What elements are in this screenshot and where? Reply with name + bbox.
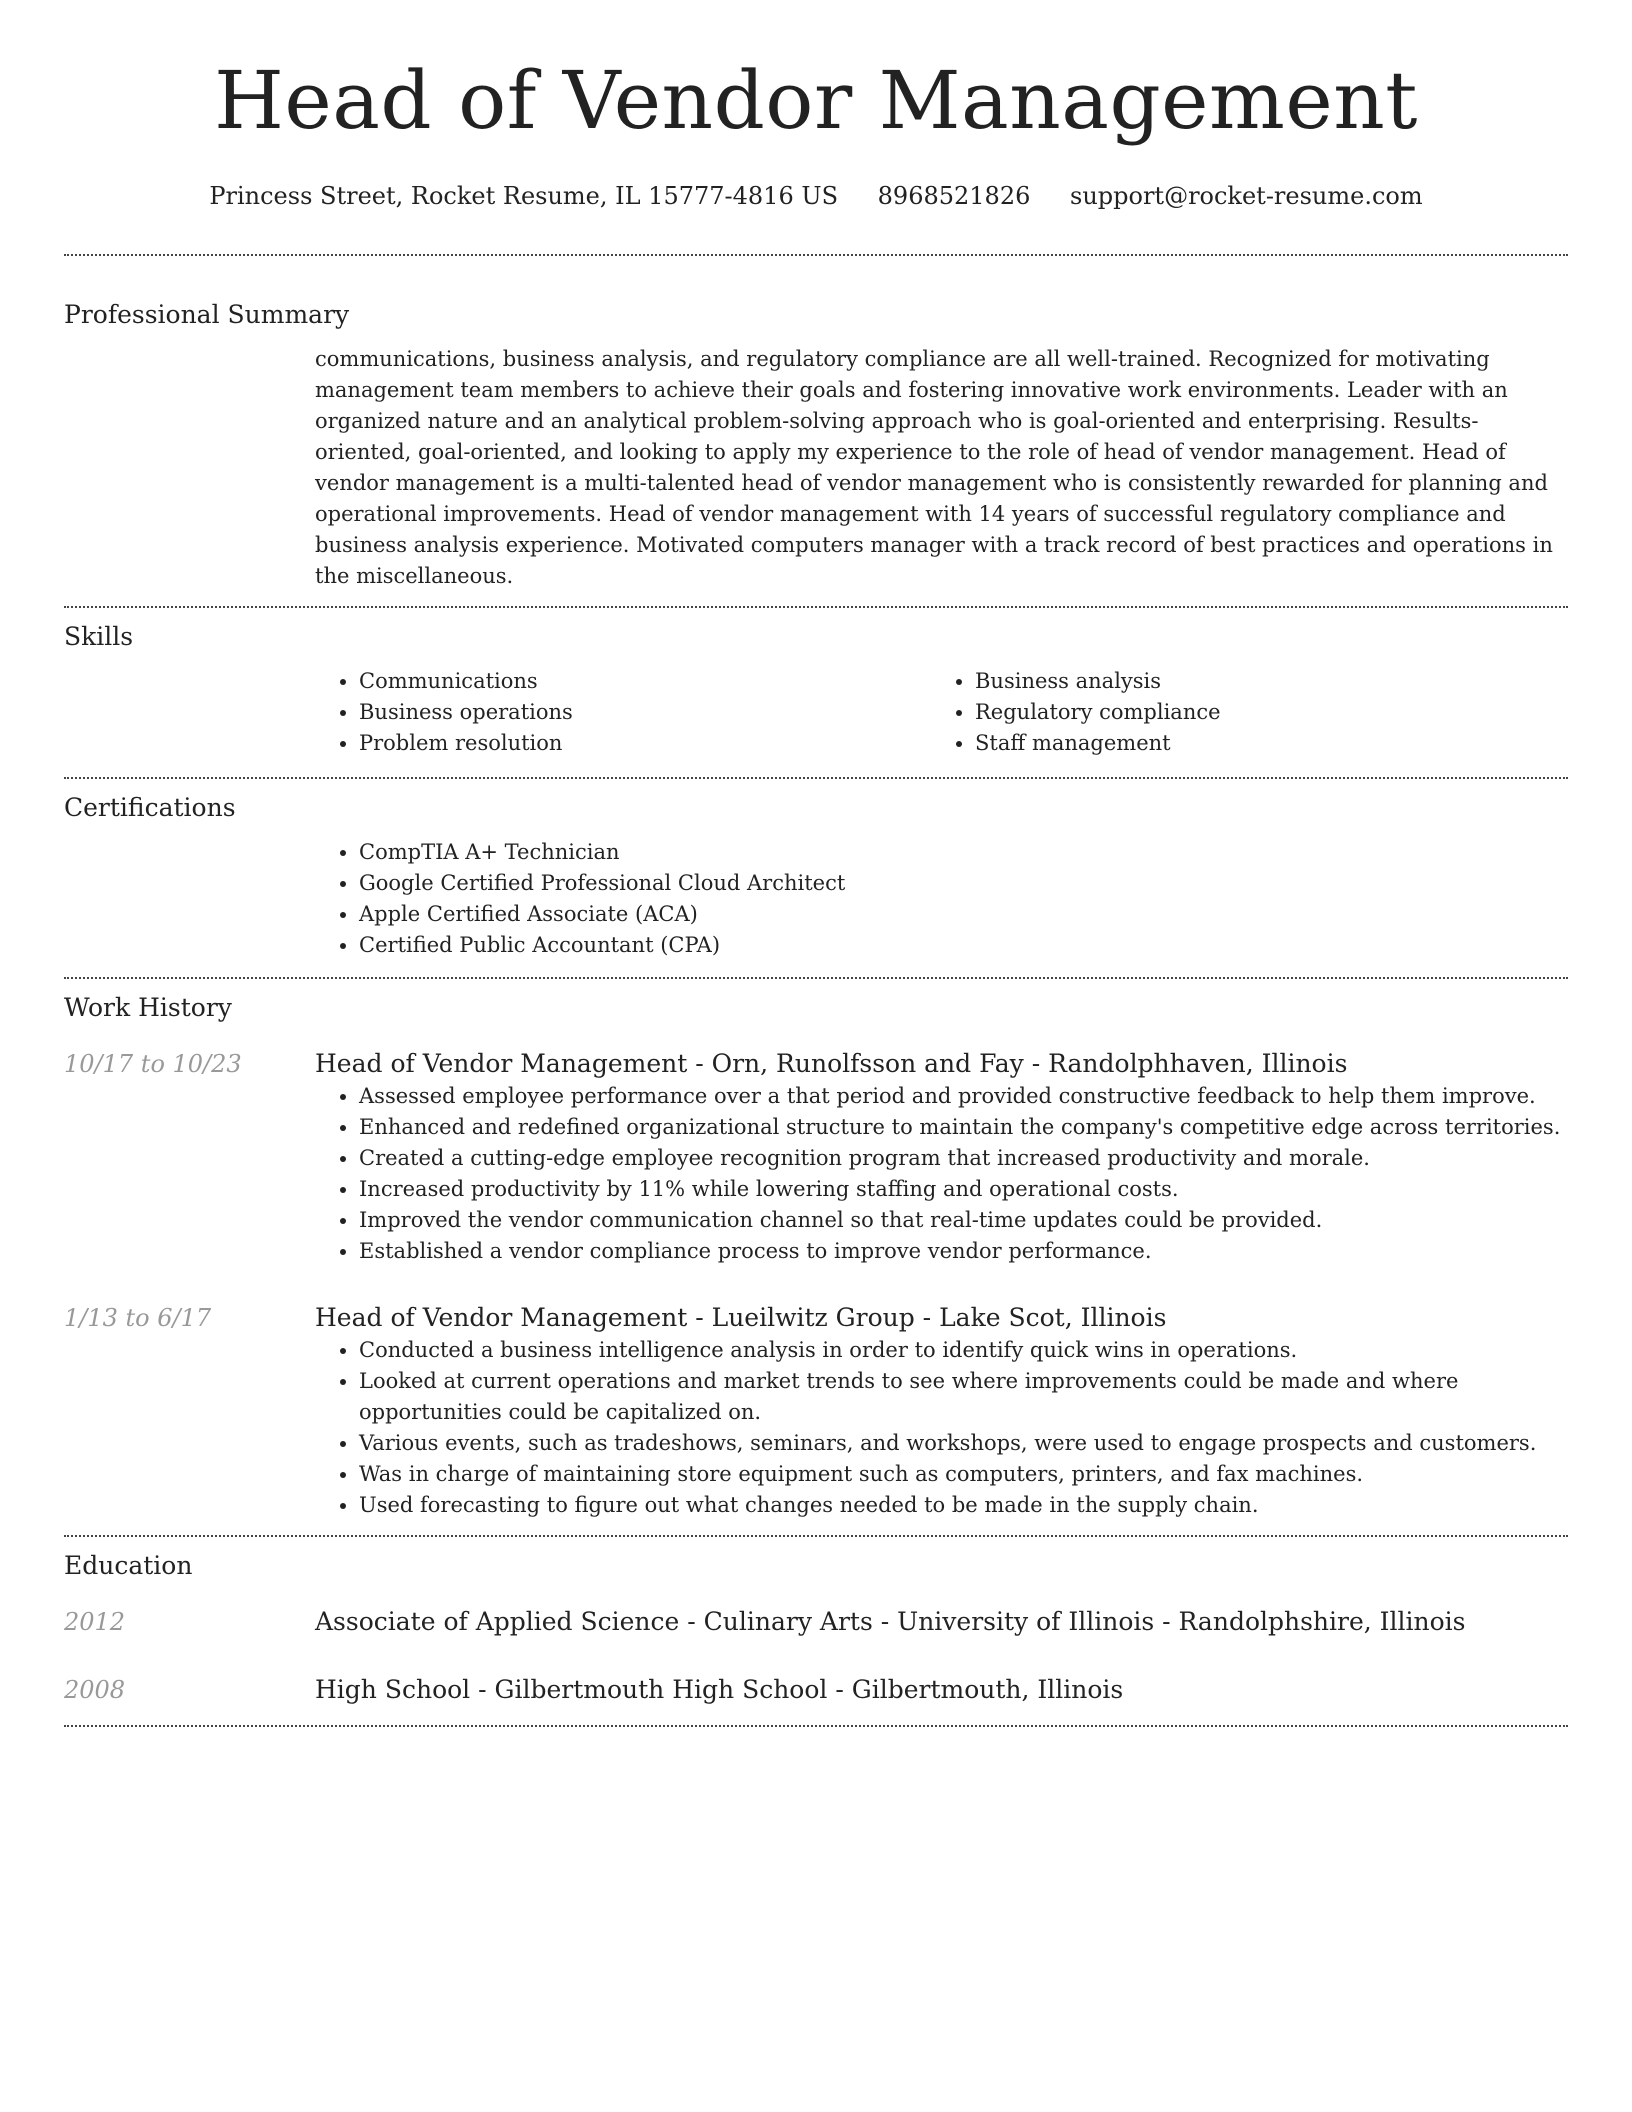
education-title: Education xyxy=(64,1551,193,1580)
certifications-section xyxy=(64,779,1568,977)
skills-list-right xyxy=(931,666,1568,759)
job-bullet: • Improved the vendor communication channel so that real-time updates could be provided. xyxy=(359,1205,1568,1236)
job-bullet: • Used forecasting to figure out what changes needed to be made in the supply chain. xyxy=(359,1490,1568,1521)
skill-item: • Problem resolution xyxy=(359,728,931,759)
contact-address: Princess Street, Rocket Resume, IL 15777-4816 US xyxy=(209,182,839,210)
education-section xyxy=(64,1537,1568,1725)
certification-item: • Certified Public Accountant (CPA) xyxy=(359,930,1568,961)
education-heading: High School - Gilbertmouth High School - Gilbertmouth, Illinois xyxy=(315,1675,1124,1704)
job-bullets xyxy=(315,1335,1568,1521)
education-entry xyxy=(64,1673,1568,1707)
skill-item: • Business analysis xyxy=(975,666,1568,697)
job-dates: 10/17 to 10/23 xyxy=(64,1050,242,1078)
job-heading: Head of Vendor Management - Lueilwitz Group - Lake Scot, Illinois xyxy=(315,1303,1167,1332)
job-bullet: • Was in charge of maintaining store equipment such as computers, printers, and fax machines. xyxy=(359,1459,1568,1490)
job-bullet: • Looked at current operations and market trends to see where improvements could be made and where opportunities could be capitalized on. xyxy=(359,1366,1568,1428)
skill-item: • Staff management xyxy=(975,728,1568,759)
job-entry xyxy=(64,1047,1568,1267)
certifications-list xyxy=(315,837,1568,961)
job-bullet: • Various events, such as tradeshows, seminars, and workshops, were used to engage prospects and customers. xyxy=(359,1428,1568,1459)
education-divider xyxy=(64,1725,1568,1727)
job-bullets xyxy=(315,1081,1568,1267)
skills-section xyxy=(64,608,1568,777)
summary-title: Professional Summary xyxy=(64,300,350,329)
certifications-title: Certifications xyxy=(64,793,236,822)
summary-text: communications, business analysis, and regulatory compliance are all well-trained. Recognized for motivating management team members to achieve their goals and fostering innovative work environments. Leader with an organized nature and an analytical problem-solving approach who is goal-oriented and enterprising. Results-oriented, goal-oriented, and looking to apply my experience to the role of head of vendor management. Head of vendor management is a multi-talented head of vendor management who is consistently rewarded for planning and operational improvements. Head of vendor management with 14 years of successful regulatory compliance and business analysis experience. Motivated computers manager with a track record of best practices and operations in the miscellaneous. xyxy=(315,347,1553,588)
education-year: 2012 xyxy=(64,1608,126,1636)
job-entry xyxy=(64,1301,1568,1521)
job-bullet: • Created a cutting-edge employee recognition program that increased productivity and morale. xyxy=(359,1143,1568,1174)
contact-line xyxy=(64,178,1568,214)
certification-item: • CompTIA A+ Technician xyxy=(359,837,1568,868)
job-heading: Head of Vendor Management - Orn, Runolfsson and Fay - Randolphhaven, Illinois xyxy=(315,1049,1348,1078)
job-bullet: • Increased productivity by 11% while lowering staffing and operational costs. xyxy=(359,1174,1568,1205)
job-dates: 1/13 to 6/17 xyxy=(64,1304,212,1332)
contact-email: support@rocket-resume.com xyxy=(1070,182,1423,210)
skills-list-left xyxy=(315,666,931,759)
work-title: Work History xyxy=(64,993,232,1022)
summary-section xyxy=(64,256,1568,606)
resume-name: Head of Vendor Management xyxy=(214,54,1418,147)
skill-item: • Regulatory compliance xyxy=(975,697,1568,728)
job-bullet: • Conducted a business intelligence analysis in order to identify quick wins in operations. xyxy=(359,1335,1568,1366)
skill-item: • Communications xyxy=(359,666,931,697)
certification-item: • Google Certified Professional Cloud Architect xyxy=(359,868,1568,899)
work-section xyxy=(64,979,1568,1535)
job-bullet: • Enhanced and redefined organizational structure to maintain the company's competitive edge across territories. xyxy=(359,1112,1568,1143)
skill-item: • Business operations xyxy=(359,697,931,728)
education-entry xyxy=(64,1605,1568,1639)
job-bullet: • Established a vendor compliance process to improve vendor performance. xyxy=(359,1236,1568,1267)
skills-title: Skills xyxy=(64,622,134,651)
job-bullet: • Assessed employee performance over a that period and provided constructive feedback to help them improve. xyxy=(359,1081,1568,1112)
education-heading: Associate of Applied Science - Culinary Arts - University of Illinois - Randolphshire, Illinois xyxy=(315,1607,1466,1636)
contact-phone: 8968521826 xyxy=(877,182,1031,210)
education-year: 2008 xyxy=(64,1676,126,1704)
certification-item: • Apple Certified Associate (ACA) xyxy=(359,899,1568,930)
